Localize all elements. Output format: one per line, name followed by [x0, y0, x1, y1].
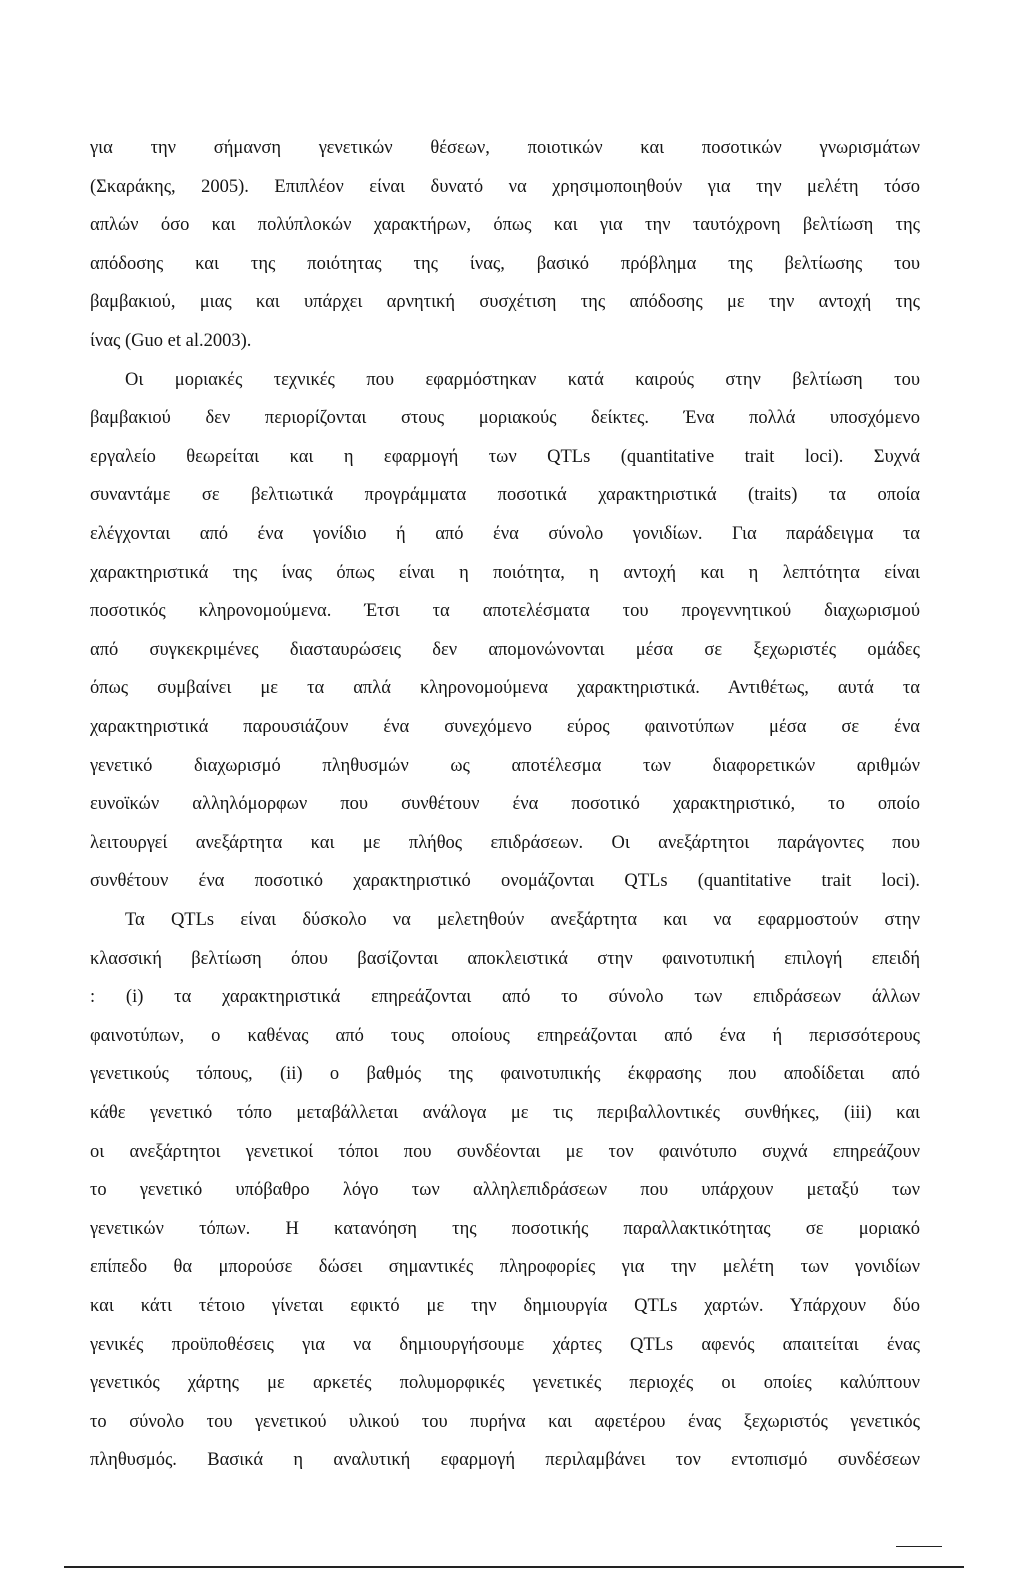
text-line: ίνας (Guo et al.2003). — [90, 331, 252, 351]
text-line: εργαλείο θεωρείται και η εφαρμογή των QTLs (quantitative trait loci). Συχνά — [90, 447, 920, 467]
text-line: το σύνολο του γενετικού υλικού του πυρήνα και αφετέρου ένας ξεχωριστός γενετικός — [90, 1412, 920, 1432]
text-line: χαρακτηριστικά της ίνας όπως είναι η ποιότητα, η αντοχή και η λεπτότητα είναι — [90, 563, 920, 583]
text-line: φαινοτύπων, ο καθένας από τους οποίους επηρεάζονται από ένα ή περισσότερους — [90, 1026, 920, 1046]
text-line: όπως συμβαίνει με τα απλά κληρονομούμενα χαρακτηριστικά. Αντιθέτως, αυτά τα — [90, 678, 920, 698]
text-line: κάθε γενετικό τόπο μεταβάλλεται ανάλογα με τις περιβαλλοντικές συνθήκες, (iii) και — [90, 1103, 920, 1123]
text-line: συνθέτουν ένα ποσοτικό χαρακτηριστικό ονομάζονται QTLs (quantitative trait loci). — [90, 871, 920, 891]
footer-rule-short — [896, 1546, 942, 1547]
text-line: επίπεδο θα μπορούσε δώσει σημαντικές πληροφορίες για την μελέτη των γονιδίων — [90, 1257, 920, 1277]
text-line: γενετικός χάρτης με αρκετές πολυμορφικές γενετικές περιοχές οι οποίες καλύπτουν — [90, 1373, 920, 1393]
text-line: κλασσική βελτίωση όπου βασίζονται αποκλειστικά στην φαινοτυπική επιλογή επειδή — [90, 949, 920, 969]
text-line: γενετικών τόπων. Η κατανόηση της ποσοτικής παραλλακτικότητας σε μοριακό — [90, 1219, 920, 1239]
footer-rule-long — [64, 1566, 964, 1568]
text-line: (Σκαράκης, 2005). Επιπλέον είναι δυνατό να χρησιμοποιηθούν για την μελέτη τόσο — [90, 177, 920, 197]
text-line: οι ανεξάρτητοι γενετικοί τόποι που συνδέονται με τον φαινότυπο συχνά επηρεάζουν — [90, 1142, 920, 1162]
text-line: ευνοϊκών αλληλόμορφων που συνθέτουν ένα ποσοτικό χαρακτηριστικό, το οποίο — [90, 794, 920, 814]
text-line: από συγκεκριμένες διασταυρώσεις δεν απομονώνονται μέσα σε ξεχωριστές ομάδες — [90, 640, 920, 660]
text-line: γενετικούς τόπους, (ii) ο βαθμός της φαινοτυπικής έκφρασης που αποδίδεται από — [90, 1064, 920, 1084]
text-line: χαρακτηριστικά παρουσιάζουν ένα συνεχόμενο εύρος φαινοτύπων μέσα σε ένα — [90, 717, 920, 737]
text-line: λειτουργεί ανεξάρτητα και με πλήθος επιδράσεων. Οι ανεξάρτητοι παράγοντες που — [90, 833, 920, 853]
text-line: Οι μοριακές τεχνικές που εφαρμόστηκαν κατά καιρούς στην βελτίωση του — [125, 370, 920, 390]
text-line: το γενετικό υπόβαθρο λόγο των αλληλεπιδράσεων που υπάρχουν μεταξύ των — [90, 1180, 920, 1200]
text-line: γενετικό διαχωρισμό πληθυσμών ως αποτέλεσμα των διαφορετικών αριθμών — [90, 756, 920, 776]
text-line: για την σήμανση γενετικών θέσεων, ποιοτικών και ποσοτικών γνωρισμάτων — [90, 138, 920, 158]
text-line: βαμβακιού δεν περιορίζονται στους μοριακούς δείκτες. Ένα πολλά υποσχόμενο — [90, 408, 920, 428]
text-line: γενικές προϋποθέσεις για να δημιουργήσουμε χάρτες QTLs αφενός απαιτείται ένας — [90, 1335, 920, 1355]
text-line: ποσοτικός κληρονομούμενα. Έτσι τα αποτελέσματα του προγεννητικού διαχωρισμού — [90, 601, 920, 621]
text-line: απόδοσης και της ποιότητας της ίνας, βασικό πρόβλημα της βελτίωσης του — [90, 254, 920, 274]
text-line: πληθυσμός. Βασικά η αναλυτική εφαρμογή περιλαμβάνει τον εντοπισμό συνδέσεων — [90, 1450, 920, 1470]
text-line: απλών όσο και πολύπλοκών χαρακτήρων, όπως και για την ταυτόχρονη βελτίωση της — [90, 215, 920, 235]
text-line: : (i) τα χαρακτηριστικά επηρεάζονται από το σύνολο των επιδράσεων άλλων — [90, 987, 920, 1007]
text-line: και κάτι τέτοιο γίνεται εφικτό με την δημιουργία QTLs χαρτών. Υπάρχουν δύο — [90, 1296, 920, 1316]
text-line: συναντάμε σε βελτιωτικά προγράμματα ποσοτικά χαρακτηριστικά (traits) τα οποία — [90, 485, 920, 505]
text-line: ελέγχονται από ένα γονίδιο ή από ένα σύνολο γονιδίων. Για παράδειγμα τα — [90, 524, 920, 544]
text-line: Τα QTLs είναι δύσκολο να μελετηθούν ανεξάρτητα και να εφαρμοστούν στην — [125, 910, 920, 930]
text-line: βαμβακιού, μιας και υπάρχει αρνητική συσχέτιση της απόδοσης με την αντοχή της — [90, 292, 920, 312]
